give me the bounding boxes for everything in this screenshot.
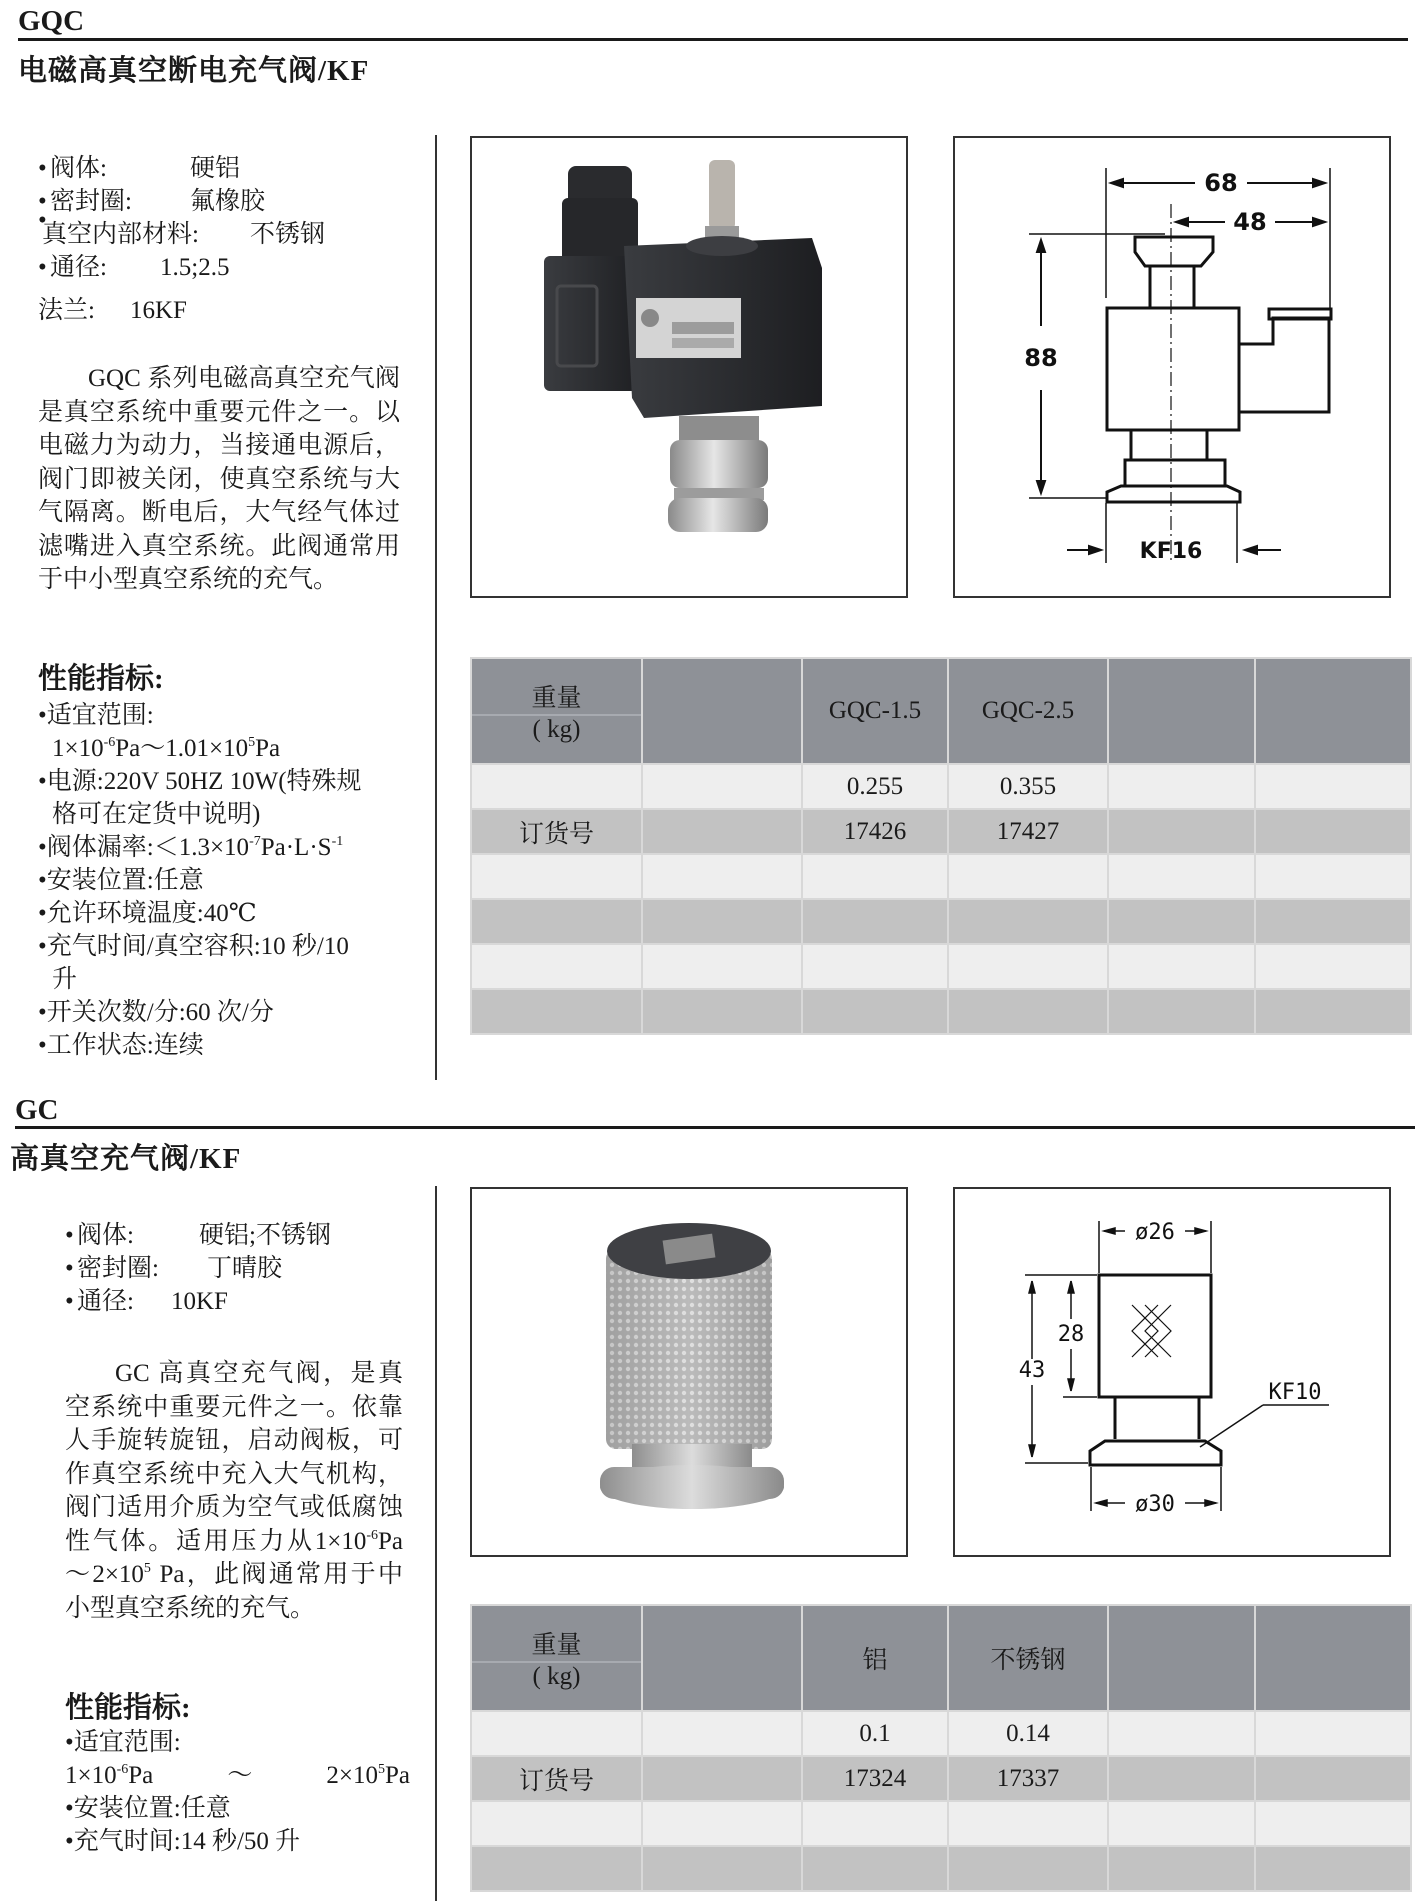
perf-item: •开关次数/分:60 次/分 bbox=[38, 999, 274, 1026]
product-code: GC bbox=[15, 1094, 59, 1126]
product-photo bbox=[470, 136, 908, 598]
table-row: 订货号 17324 17337 bbox=[471, 1756, 1411, 1801]
gqc-dimension-drawing-icon bbox=[955, 138, 1389, 596]
table-row: 订货号 17426 17427 bbox=[471, 809, 1411, 854]
perf-item: •工作状态:连续 bbox=[38, 1032, 204, 1059]
gc-dimension-drawing-icon bbox=[955, 1189, 1389, 1555]
perf-item: •适宜范围: bbox=[38, 702, 154, 729]
header-cell bbox=[1255, 1605, 1411, 1711]
perf-range: $1\times 10^{-6}Pa$ ～ $2\times 10^5Pa$ bbox=[65, 1762, 410, 1789]
spec-table bbox=[470, 1604, 1412, 1892]
svg-text:ø26: ø26 bbox=[1135, 1220, 1175, 1245]
header-weight-cell: 重量 ( kg) bbox=[471, 1605, 642, 1711]
solenoid-valve-photo-icon bbox=[472, 138, 906, 596]
performance-list bbox=[38, 699, 418, 1062]
perf-item: •充气时间:14 秒/50 升 bbox=[65, 1828, 301, 1855]
performance-list bbox=[65, 1726, 410, 1858]
product-code: GQC bbox=[18, 5, 85, 37]
table-row: 0.255 0.355 bbox=[471, 764, 1411, 809]
svg-text:KF10: KF10 bbox=[1268, 1380, 1322, 1405]
dimension-drawing bbox=[953, 1187, 1391, 1557]
spec-item: 法兰: 16KF bbox=[38, 297, 187, 324]
header-cell: GQC-1.5 bbox=[802, 658, 948, 764]
performance-heading: 性能指标: bbox=[38, 663, 164, 695]
perf-item: •阀体漏率$:<1.3\times 10^{-7}Pa\cdot L\cdot S^{-1}$ bbox=[38, 834, 344, 861]
spec-list bbox=[65, 1219, 331, 1318]
product-photo bbox=[470, 1187, 908, 1557]
product-description: GC 高真空充气阀，是真空系统中重要元件之一。依靠人手旋转旋钮，启动阀板，可作真空系统中充入大气机构，阀门适用介质为空气或低腐蚀性气体。适用压力从$1\times 10^{-6}Pa$ $\sim 2\times 10^5$ Pa，此阀通常用于中小型真空系统的充气。 bbox=[65, 1360, 403, 1622]
table-row bbox=[471, 944, 1411, 989]
header-cell: 铝 bbox=[802, 1605, 948, 1711]
header-cell bbox=[1108, 658, 1255, 764]
table-row bbox=[471, 899, 1411, 944]
table-row bbox=[471, 1846, 1411, 1891]
table-row: 0.1 0.14 bbox=[471, 1711, 1411, 1756]
spec-item: • 真空内部材料: 不锈钢 bbox=[38, 207, 326, 248]
section-divider bbox=[18, 38, 1408, 41]
perf-range: $1\times 10^{-6}Pa\sim 1.01\times 10^5Pa$ bbox=[52, 735, 281, 762]
svg-text:88: 88 bbox=[1024, 344, 1058, 372]
spec-item: • 密封圈: 丁晴胶 bbox=[65, 1255, 283, 1282]
svg-text:28: 28 bbox=[1057, 1322, 1085, 1347]
table-row bbox=[471, 1801, 1411, 1846]
section-divider bbox=[15, 1126, 1415, 1129]
header-weight-cell: 重量 ( kg) bbox=[471, 658, 642, 764]
knurled-knob-valve-photo-icon bbox=[472, 1189, 906, 1555]
svg-text:KF16: KF16 bbox=[1139, 539, 1203, 564]
table-header-row bbox=[471, 658, 1411, 764]
svg-text:68: 68 bbox=[1204, 169, 1238, 197]
spec-item: • 通径: 10KF bbox=[65, 1288, 228, 1315]
spec-item: • 通径: 1.5;2.5 bbox=[38, 254, 230, 281]
table-row bbox=[471, 989, 1411, 1034]
performance-heading: 性能指标: bbox=[65, 1692, 191, 1724]
perf-item: •允许环境温度:40℃ bbox=[38, 900, 257, 927]
table-header-row bbox=[471, 1605, 1411, 1711]
spec-item: • 阀体: 硬铝;不锈钢 bbox=[65, 1222, 331, 1249]
spec-item: • 密封圈: 氟橡胶 bbox=[38, 188, 266, 215]
product-title: 高真空充气阀/KF bbox=[10, 1143, 242, 1175]
spec-list bbox=[38, 152, 325, 327]
svg-text:48: 48 bbox=[1233, 208, 1267, 236]
product-description: GQC 系列电磁高真空充气阀是真空系统中重要元件之一。以电磁力为动力，当接通电源后，阀门即被关闭，使真空系统与大气隔离。断电后，大气经气体过滤嘴进入真空系统。此阀通常用于中小型真空系统的充气。 bbox=[38, 365, 400, 593]
perf-item-cont: 格可在定货中说明) bbox=[52, 801, 261, 828]
svg-text:ø30: ø30 bbox=[1135, 1492, 1175, 1517]
perf-item: •充气时间/真空容积:10 秒/10 bbox=[38, 933, 349, 960]
header-cell bbox=[1255, 658, 1411, 764]
spec-item: • 阀体: 硬铝 bbox=[38, 155, 241, 182]
column-divider bbox=[435, 135, 437, 1080]
svg-text:43: 43 bbox=[1018, 1358, 1046, 1383]
dimension-drawing bbox=[953, 136, 1391, 598]
table-row bbox=[471, 854, 1411, 899]
header-cell bbox=[642, 1605, 802, 1711]
header-cell: 不锈钢 bbox=[948, 1605, 1108, 1711]
header-cell: GQC-2.5 bbox=[948, 658, 1108, 764]
perf-item: •适宜范围: bbox=[65, 1729, 181, 1756]
perf-item: •安装位置:任意 bbox=[38, 867, 204, 894]
perf-item: •电源:220V 50HZ 10W(特殊规 bbox=[38, 768, 362, 795]
spec-table bbox=[470, 657, 1412, 1035]
header-cell bbox=[642, 658, 802, 764]
product-title: 电磁高真空断电充气阀/KF bbox=[18, 55, 370, 87]
header-cell bbox=[1108, 1605, 1255, 1711]
column-divider bbox=[435, 1186, 437, 1901]
perf-item: •安装位置:任意 bbox=[65, 1795, 231, 1822]
perf-item-cont: 升 bbox=[52, 966, 78, 993]
